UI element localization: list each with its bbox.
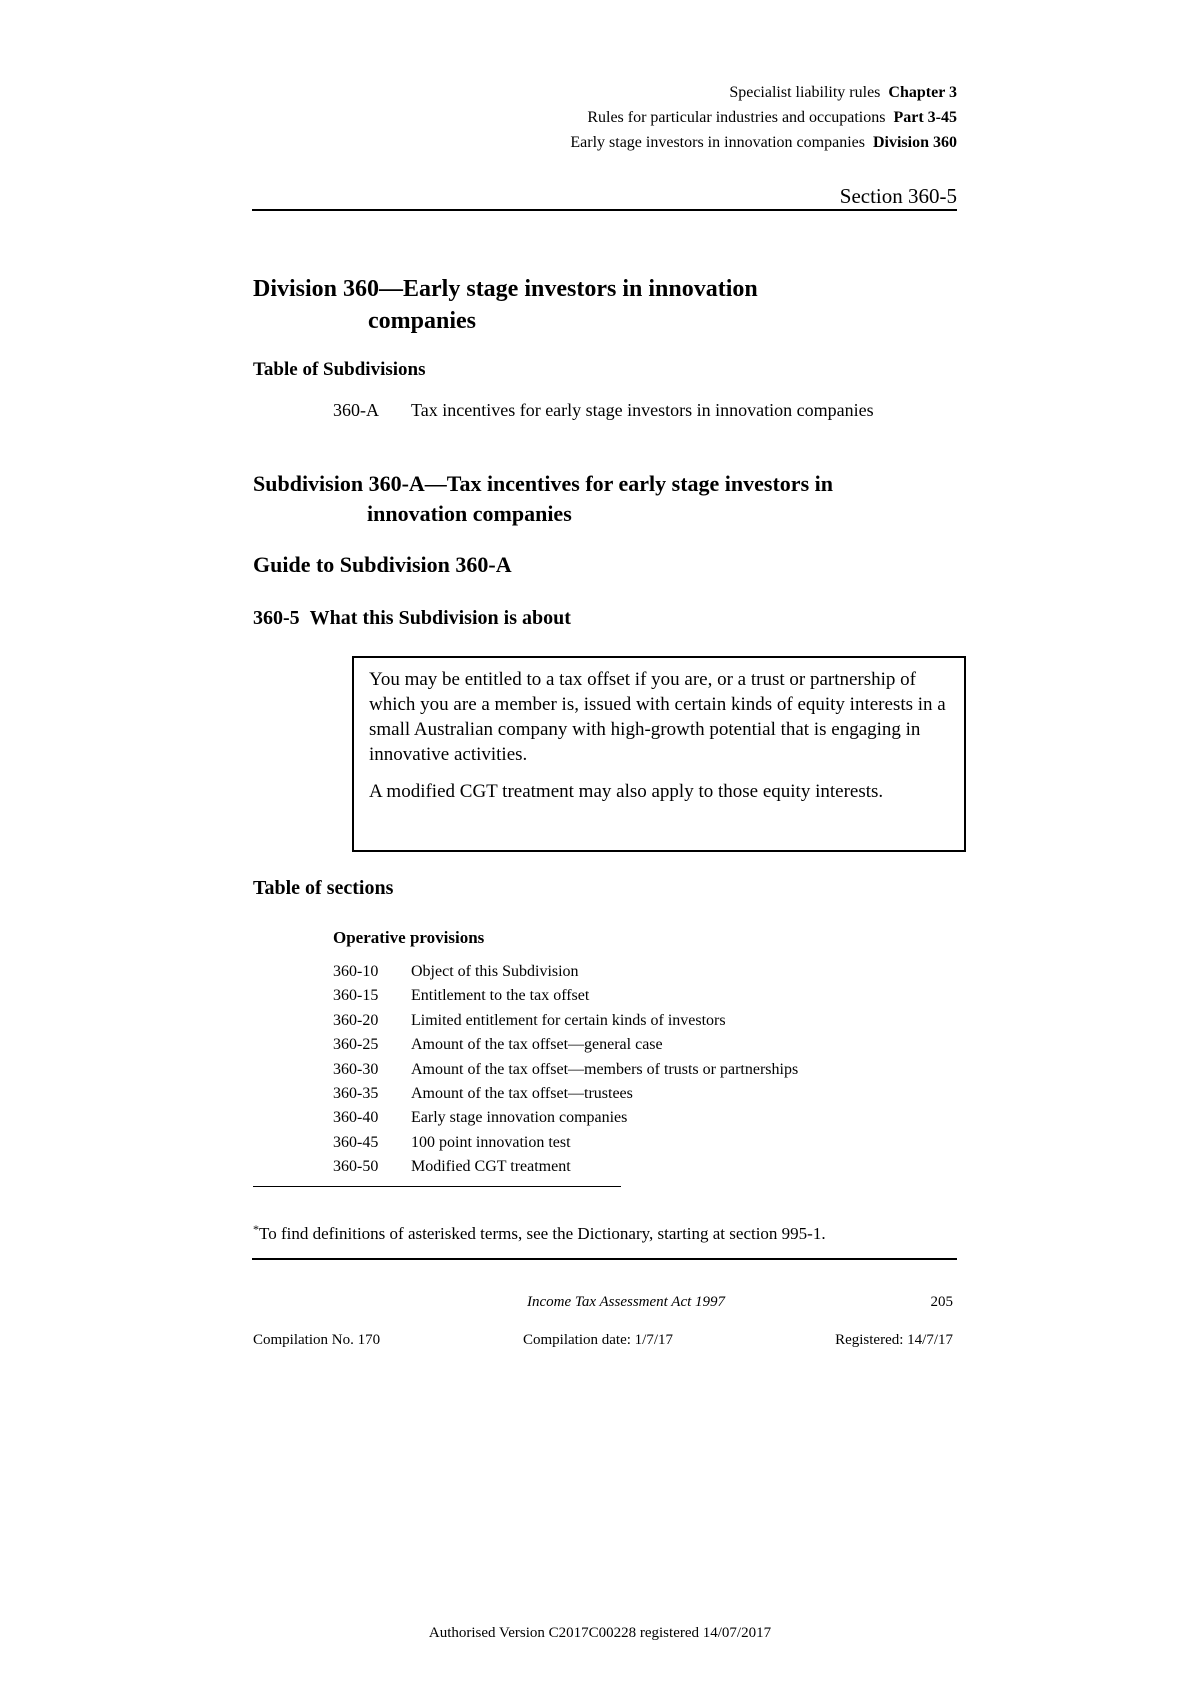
section-row-text: Early stage innovation companies bbox=[411, 1109, 628, 1127]
section-row-number: 360-35 bbox=[333, 1084, 379, 1102]
section-row-number: 360-40 bbox=[333, 1109, 379, 1127]
header-part-number: Part 3-45 bbox=[893, 109, 957, 126]
header-division-number: Division 360 bbox=[872, 134, 957, 151]
section-row-number: 360-45 bbox=[333, 1133, 379, 1151]
subdivision-toc-text: Tax incentives for early stage investors in innovation companies bbox=[411, 400, 874, 420]
page-number: 205 bbox=[930, 1294, 953, 1310]
operative-provisions-heading: Operative provisions bbox=[333, 928, 485, 947]
footer-rule bbox=[252, 1258, 957, 1260]
section-row-number: 360-10 bbox=[333, 963, 379, 980]
header-chapter-number: Chapter 3 bbox=[888, 84, 957, 101]
compilation-date: Compilation date: 1/7/17 bbox=[523, 1332, 673, 1348]
subdivision-title-line2: innovation companies bbox=[367, 501, 572, 526]
subdivision-title-line1: Subdivision 360-A—Tax incentives for early stage investors in bbox=[253, 471, 833, 496]
section-reference: Section 360-5 bbox=[839, 184, 957, 208]
section-row-text: Modified CGT treatment bbox=[411, 1158, 571, 1176]
section-title: What this Subdivision is about bbox=[309, 607, 571, 629]
footnote-text: To find definitions of asterisked terms, see the Dictionary, starting at section 995-1. bbox=[259, 1224, 826, 1243]
summary-paragraph-1: You may be entitled to a tax offset if you are, or a trust or partnership of which you are a member is, issued with certain kinds of equity interests in a small Australian company with high-growth potential that is engaging in innovative activities. bbox=[369, 669, 946, 765]
summary-note-box bbox=[352, 656, 966, 852]
header-rule bbox=[252, 209, 957, 211]
section-row-text: Entitlement to the tax offset bbox=[411, 987, 590, 1005]
section-row-text: Amount of the tax offset—general case bbox=[411, 1036, 663, 1054]
division-title-line1: Division 360—Early stage investors in innovation bbox=[253, 276, 758, 302]
header-part-label: Rules for particular industries and occupations bbox=[587, 109, 886, 126]
header-part-line bbox=[587, 109, 957, 127]
section-row-text: Object of this Subdivision bbox=[411, 963, 579, 980]
section-heading bbox=[253, 607, 571, 630]
section-row-text: Amount of the tax offset—members of trusts or partnerships bbox=[411, 1060, 799, 1078]
header-chapter-line bbox=[729, 84, 957, 102]
table-of-sections-heading: Table of sections bbox=[253, 877, 394, 899]
act-name: Income Tax Assessment Act 1997 bbox=[527, 1294, 726, 1310]
registered-date: Registered: 14/7/17 bbox=[835, 1332, 953, 1348]
summary-paragraph-2: A modified CGT treatment may also apply to those equity interests. bbox=[369, 781, 884, 802]
authorised-version: Authorised Version C2017C00228 registered 14/07/2017 bbox=[428, 1625, 772, 1641]
division-title bbox=[253, 273, 933, 337]
section-number: 360-5 bbox=[253, 607, 300, 629]
footnote-rule bbox=[253, 1186, 621, 1187]
footnote-marker: * bbox=[253, 1222, 259, 1236]
table-of-subdivisions-heading: Table of Subdivisions bbox=[253, 359, 426, 380]
section-row-text: 100 point innovation test bbox=[411, 1133, 571, 1151]
header-chapter-label: Specialist liability rules bbox=[729, 84, 881, 101]
division-title-line2: companies bbox=[368, 308, 476, 334]
section-row-text: Limited entitlement for certain kinds of investors bbox=[411, 1011, 726, 1029]
guide-title: Guide to Subdivision 360-A bbox=[253, 552, 512, 577]
section-row-number: 360-20 bbox=[333, 1011, 379, 1029]
compilation-number: Compilation No. 170 bbox=[253, 1332, 381, 1348]
header-division-line bbox=[570, 134, 957, 152]
subdivision-toc-number: 360-A bbox=[333, 400, 379, 420]
footnote bbox=[253, 1222, 826, 1244]
header-division-label: Early stage investors in innovation companies bbox=[570, 134, 865, 151]
section-row-number: 360-25 bbox=[333, 1036, 379, 1054]
section-row-number: 360-15 bbox=[333, 987, 379, 1005]
section-row-number: 360-30 bbox=[333, 1060, 379, 1078]
section-row-text: Amount of the tax offset—trustees bbox=[411, 1084, 633, 1102]
section-row-number: 360-50 bbox=[333, 1158, 379, 1176]
subdivision-title bbox=[253, 469, 953, 529]
